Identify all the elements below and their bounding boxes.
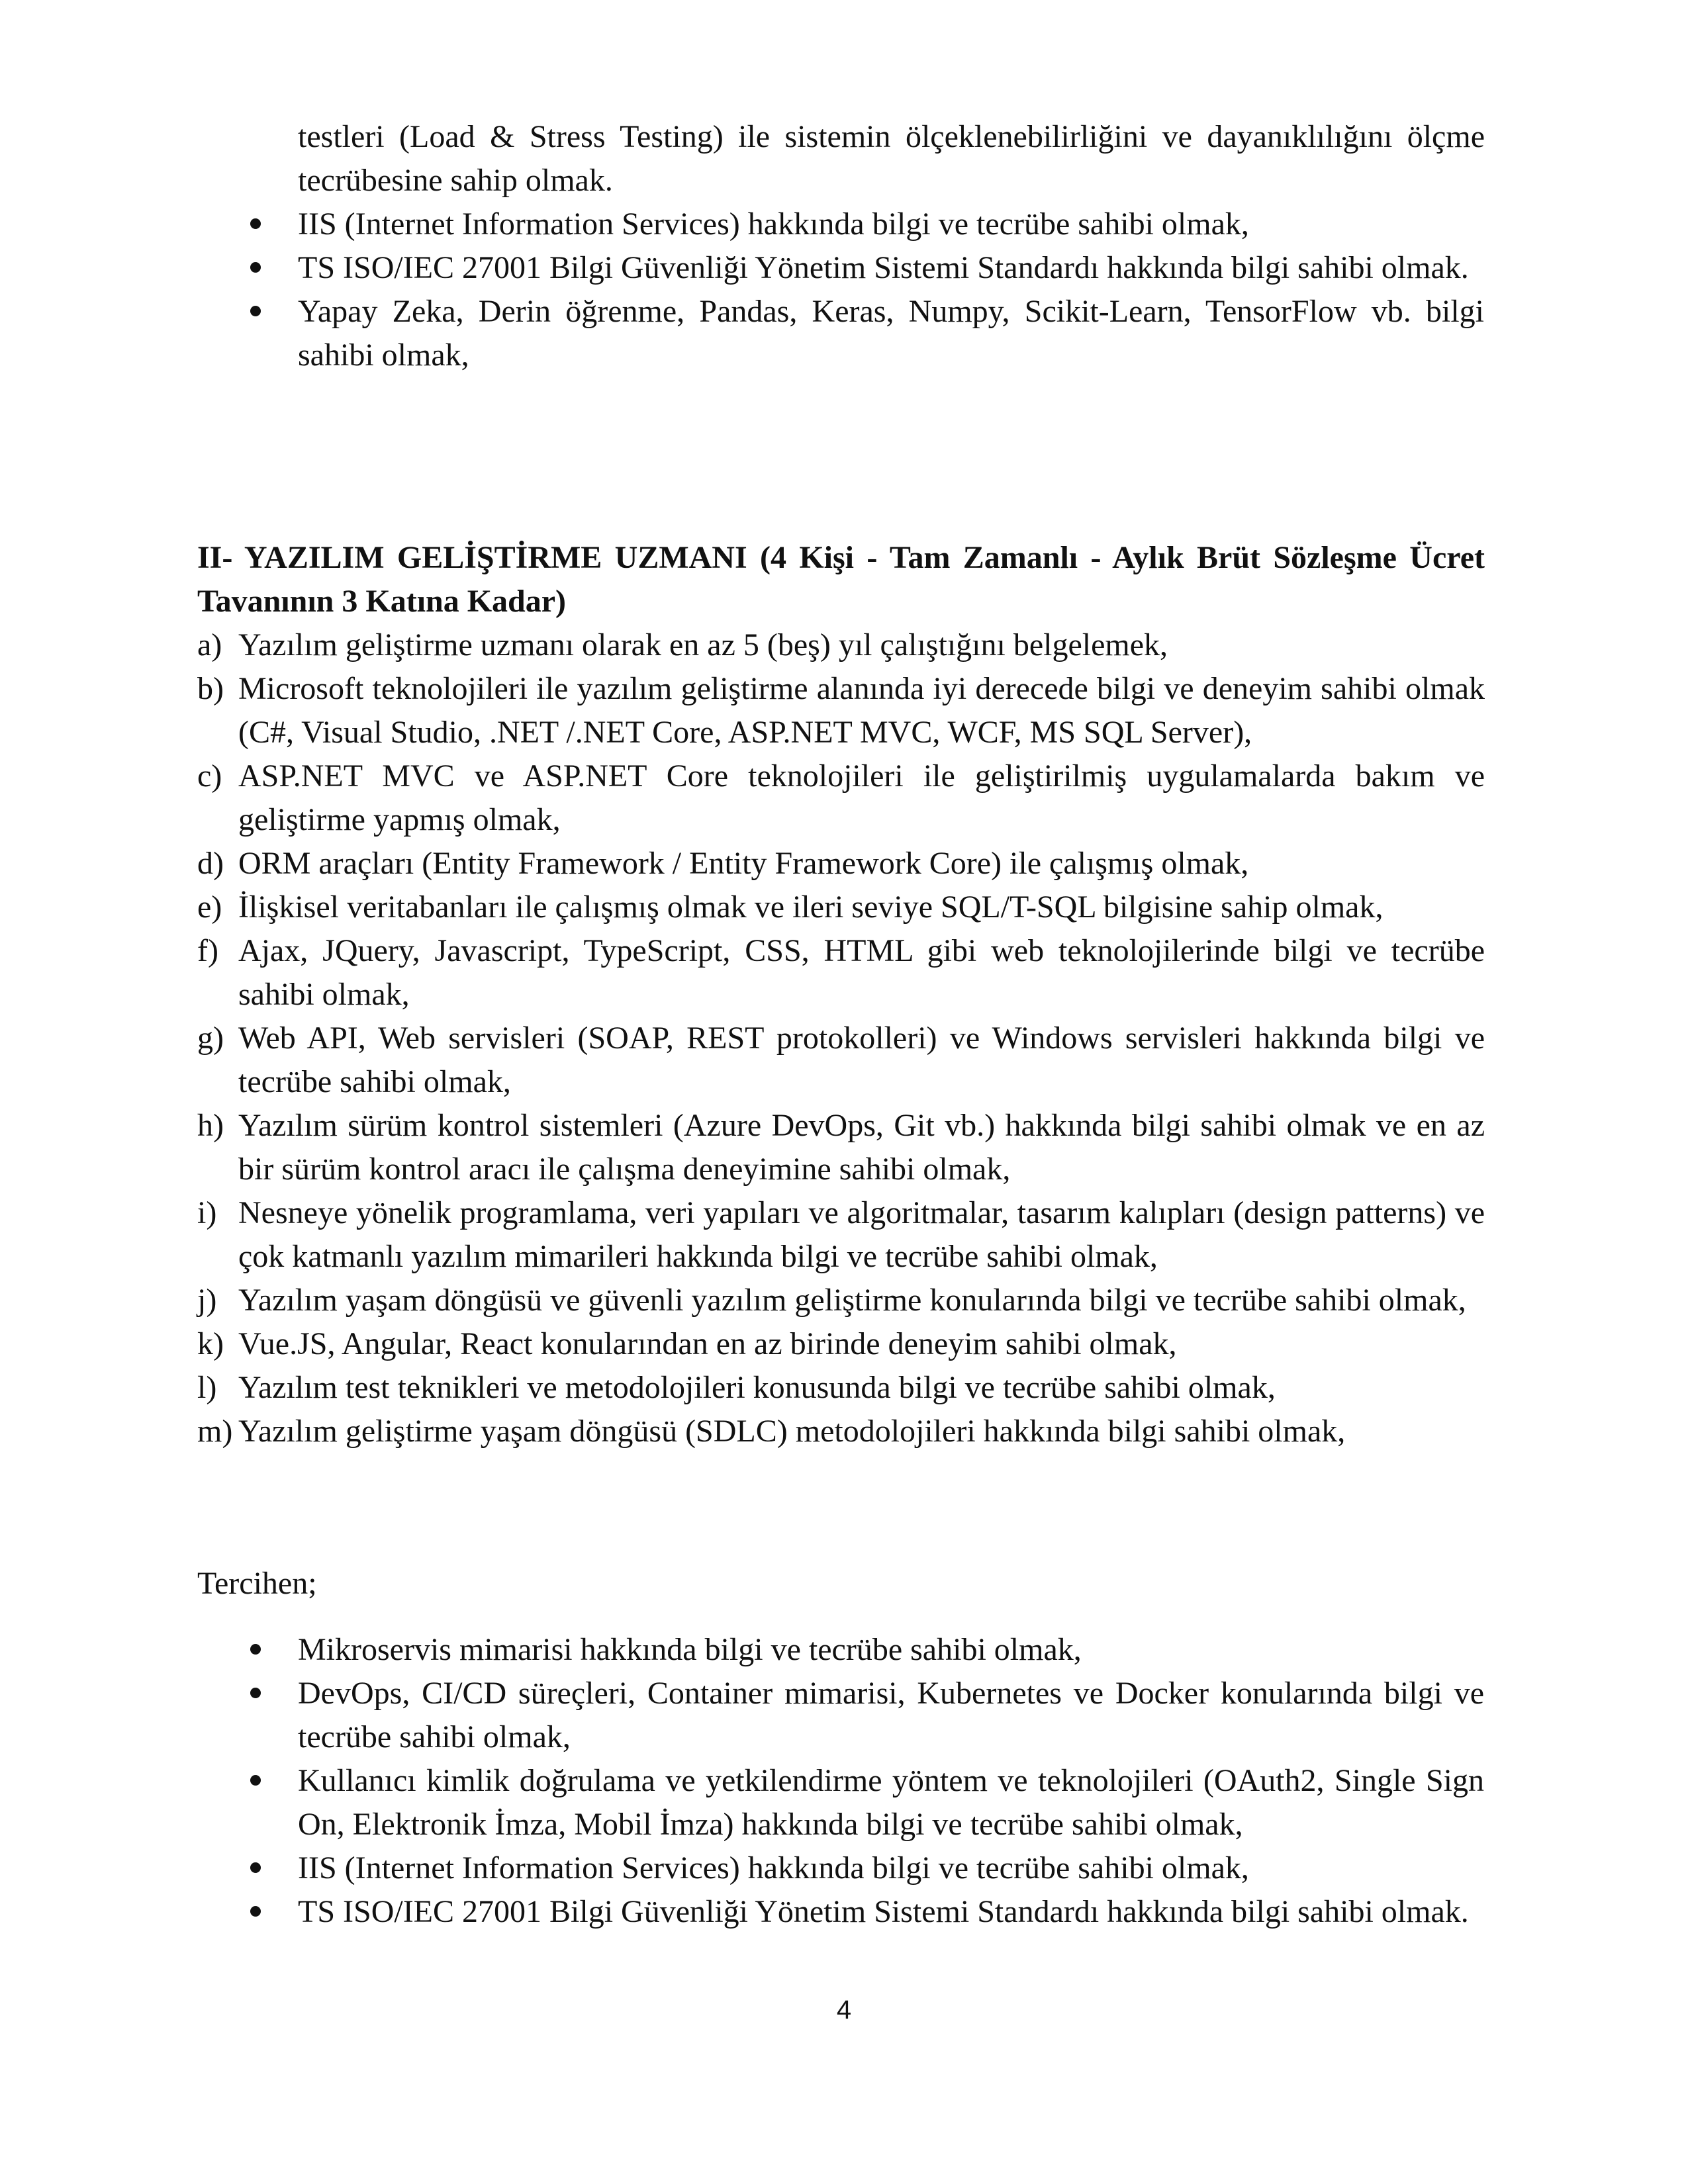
list-marker: k) (197, 1326, 224, 1361)
list-item (197, 623, 1485, 667)
page-number: 4 (836, 1995, 852, 2025)
list-item-text: ORM araçları (Entity Framework / Entity Framework Core) ile çalışmış olmak, (238, 846, 1249, 881)
list-item-text: Yazılım geliştirme uzmanı olarak en az 5 (beş) yıl çalıştığını belgelemek, (238, 627, 1168, 662)
bullet-icon (250, 1644, 261, 1655)
list-item (240, 1846, 1484, 1890)
list-item (197, 886, 1485, 929)
list-item-text: TS ISO/IEC 27001 Bilgi Güvenliği Yönetim Sistemi Standardı hakkında bilgi sahibi olmak. (298, 250, 1469, 285)
bullet-icon (250, 1862, 261, 1873)
list-marker: c) (197, 758, 222, 794)
list-item (240, 203, 1484, 246)
list-marker: j) (197, 1283, 217, 1318)
section-heading: II- YAZILIM GELİŞTİRME UZMANI (4 Kişi - Tam Zamanlı - Aylık Brüt Sözleşme Ücret Tavanının 3 Katına Kadar) (197, 540, 1485, 619)
list-item (240, 246, 1484, 290)
list-marker: a) (197, 627, 222, 662)
list-item (197, 842, 1485, 886)
list-item-text: Web API, Web servisleri (SOAP, REST protokolleri) ve Windows servisleri hakkında bilgi ve tecrübe sahibi olmak, (238, 1021, 1485, 1099)
list-marker: g) (197, 1021, 224, 1056)
list-marker: m) (197, 1414, 233, 1449)
preferences-list (240, 1628, 1484, 1934)
list-item-text: Ajax, JQuery, Javascript, TypeScript, CSS, HTML gibi web teknolojilerinde bilgi ve tecrübe sahibi olmak, (238, 933, 1485, 1012)
list-marker: d) (197, 846, 224, 881)
list-marker: l) (197, 1370, 217, 1405)
list-item-text: ASP.NET MVC ve ASP.NET Core teknolojileri ile geliştirilmiş uygulamalarda bakım ve geliştirme yapmış olmak, (238, 758, 1485, 837)
bullet-icon (250, 1775, 261, 1786)
list-item-text: Yapay Zeka, Derin öğrenme, Pandas, Keras, Numpy, Scikit-Learn, TensorFlow vb. bilgi sahibi olmak, (298, 294, 1484, 373)
list-item (197, 1366, 1485, 1410)
list-item-text: Yazılım sürüm kontrol sistemleri (Azure DevOps, Git vb.) hakkında bilgi sahibi olmak ve en az bir sürüm kontrol aracı ile çalışma deneyimine sahibi olmak, (238, 1108, 1485, 1187)
list-marker: e) (197, 889, 222, 925)
list-item (197, 1322, 1485, 1366)
list-item (240, 1759, 1484, 1846)
bullet-icon (250, 1688, 261, 1698)
continuation-paragraph: testleri (Load & Stress Testing) ile sistemin ölçeklenebilirliğini ve dayanıklılığını ölçme tecrübesine sahip olmak. (298, 119, 1485, 198)
list-marker: i) (197, 1195, 217, 1230)
list-item (197, 1017, 1485, 1104)
requirements-list (197, 623, 1485, 1453)
list-item (197, 929, 1485, 1017)
list-item (197, 754, 1485, 842)
list-item-text: Vue.JS, Angular, React konularından en az birinde deneyim sahibi olmak, (238, 1326, 1177, 1361)
list-item-text: Yazılım geliştirme yaşam döngüsü (SDLC) metodolojileri hakkında bilgi sahibi olmak, (238, 1414, 1346, 1449)
list-marker: f) (197, 933, 218, 968)
list-item-text: Yazılım yaşam döngüsü ve güvenli yazılım geliştirme konularında bilgi ve tecrübe sahibi olmak, (238, 1283, 1466, 1318)
top-bullet-list (240, 203, 1484, 377)
list-item (197, 667, 1485, 754)
bullet-icon (250, 306, 261, 316)
list-item-text: IIS (Internet Information Services) hakkında bilgi ve tecrübe sahibi olmak, (298, 1850, 1249, 1886)
bullet-icon (250, 218, 261, 229)
list-item (240, 290, 1484, 377)
list-item-text: İlişkisel veritabanları ile çalışmış olmak ve ileri seviye SQL/T-SQL bilgisine sahip olmak, (238, 889, 1383, 925)
list-item (197, 1410, 1485, 1453)
preference-label: Tercihen; (197, 1566, 317, 1601)
list-item-text: TS ISO/IEC 27001 Bilgi Güvenliği Yönetim Sistemi Standardı hakkında bilgi sahibi olmak. (298, 1894, 1469, 1929)
list-marker: b) (197, 671, 224, 706)
list-item-text: DevOps, CI/CD süreçleri, Container mimarisi, Kubernetes ve Docker konularında bilgi ve tecrübe sahibi olmak, (298, 1676, 1484, 1754)
list-item (197, 1104, 1485, 1191)
list-marker: h) (197, 1108, 224, 1143)
list-item-text: Kullanıcı kimlik doğrulama ve yetkilendirme yöntem ve teknolojileri (OAuth2, Single Sign On, Elektronik İmza, Mobil İmza) hakkında bilgi ve tecrübe sahibi olmak, (298, 1763, 1484, 1842)
list-item (197, 1279, 1485, 1322)
bullet-icon (250, 1906, 261, 1917)
list-item (240, 1628, 1484, 1672)
bullet-icon (250, 262, 261, 273)
list-item (240, 1890, 1484, 1934)
list-item-text: IIS (Internet Information Services) hakkında bilgi ve tecrübe sahibi olmak, (298, 206, 1249, 242)
list-item-text: Mikroservis mimarisi hakkında bilgi ve tecrübe sahibi olmak, (298, 1632, 1082, 1667)
list-item (197, 1191, 1485, 1279)
list-item-text: Nesneye yönelik programlama, veri yapıları ve algoritmalar, tasarım kalıpları (design patterns) ve çok katmanlı yazılım mimarileri hakkında bilgi ve tecrübe sahibi olmak, (238, 1195, 1485, 1274)
list-item-text: Microsoft teknolojileri ile yazılım geliştirme alanında iyi derecede bilgi ve deneyim sahibi olmak (C#, Visual Studio, .NET /.NET Core, ASP.NET MVC, WCF, MS SQL Server), (238, 671, 1485, 750)
list-item-text: Yazılım test teknikleri ve metodolojileri konusunda bilgi ve tecrübe sahibi olmak, (238, 1370, 1276, 1405)
list-item (240, 1672, 1484, 1759)
